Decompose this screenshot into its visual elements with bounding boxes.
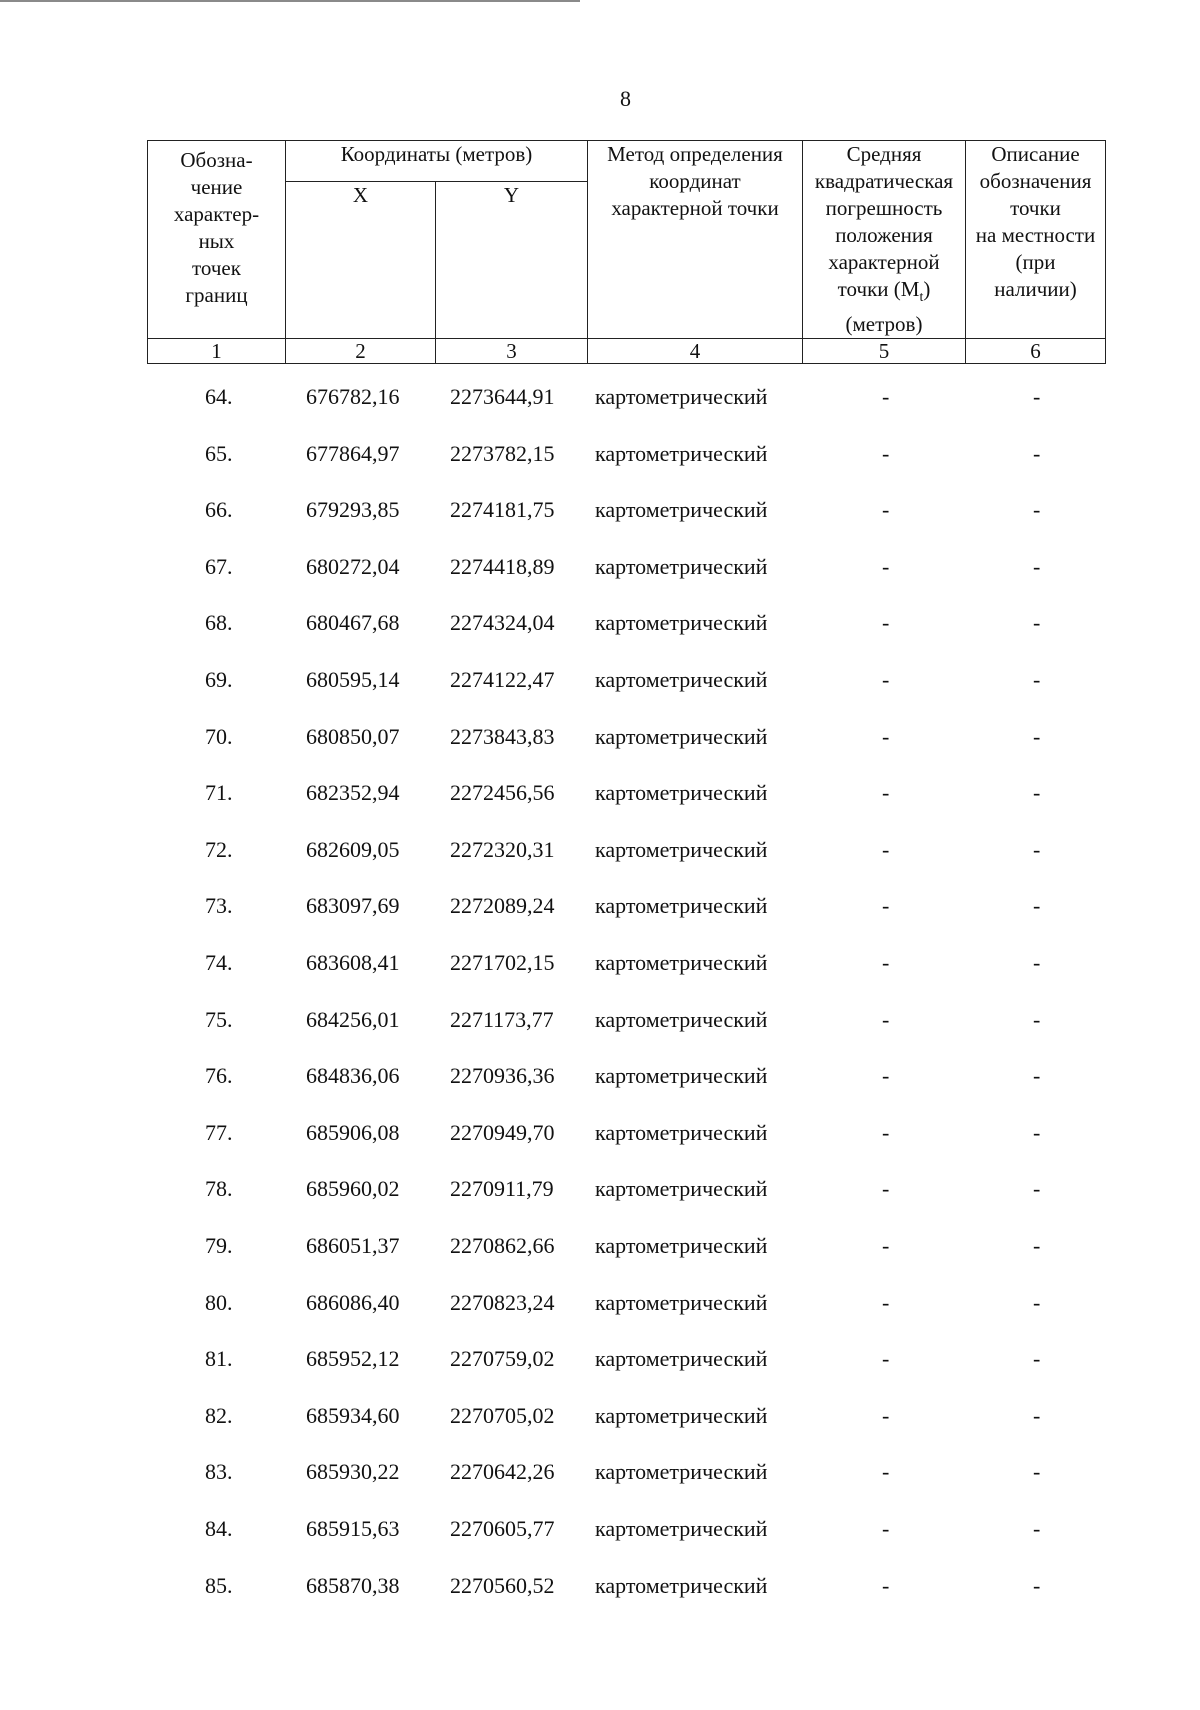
cell-description: - xyxy=(1033,723,1041,749)
cell-description: - xyxy=(1033,440,1041,466)
cell-mean-error: - xyxy=(882,384,890,409)
cell-point-id: 76. xyxy=(205,1063,233,1089)
header-description: Описание обозначения точки на местности (при наличии) xyxy=(966,141,1106,339)
cell-coord-y: 2274418,89 xyxy=(450,553,555,579)
cell-mean-error: - xyxy=(882,1006,890,1032)
page-number: 8 xyxy=(620,86,631,111)
column-number: 3 xyxy=(436,339,588,364)
cell-method: картометрический xyxy=(595,1459,768,1485)
cell-coord-y: 2273843,83 xyxy=(450,723,555,749)
cell-coord-y: 2270605,77 xyxy=(450,1516,555,1541)
cell-coord-x: 677864,97 xyxy=(306,440,400,466)
cell-description: - xyxy=(1033,1233,1041,1258)
cell-coord-y: 2270759,02 xyxy=(450,1346,555,1372)
header-mean-error-tail: ) (метров) xyxy=(845,277,931,337)
cell-description: - xyxy=(1033,667,1041,692)
cell-point-id: 83. xyxy=(205,1459,233,1485)
cell-point-id: 68. xyxy=(205,610,233,636)
cell-mean-error: - xyxy=(882,1459,890,1485)
table-row xyxy=(0,724,1200,764)
table-row xyxy=(0,1063,1200,1103)
header-mean-error-main: Средняя квадратическая погрешность положения характерной точки (M xyxy=(814,142,954,301)
cell-point-id: 67. xyxy=(205,553,233,579)
table-row xyxy=(0,384,1200,424)
cell-mean-error: - xyxy=(882,1346,890,1372)
cell-method: картометрический xyxy=(595,1006,768,1032)
column-number: 4 xyxy=(588,339,803,364)
cell-method: картометрический xyxy=(595,780,768,806)
cell-coord-x: 684256,01 xyxy=(306,1006,400,1032)
cell-point-id: 80. xyxy=(205,1289,233,1315)
cell-point-id: 81. xyxy=(205,1346,233,1372)
cell-point-id: 77. xyxy=(205,1119,233,1145)
cell-description: - xyxy=(1033,1459,1041,1485)
cell-coord-y: 2272320,31 xyxy=(450,836,555,862)
cell-method: картометрический xyxy=(595,836,768,862)
cell-method: картометрический xyxy=(595,1063,768,1089)
cell-mean-error: - xyxy=(882,950,890,975)
cell-mean-error: - xyxy=(882,1176,890,1202)
cell-coord-x: 686086,40 xyxy=(306,1289,400,1315)
cell-description: - xyxy=(1033,497,1041,523)
cell-coord-x: 680850,07 xyxy=(306,723,400,749)
cell-method: картометрический xyxy=(595,667,768,692)
cell-point-id: 64. xyxy=(205,384,233,409)
table-row xyxy=(0,1403,1200,1443)
cell-method: картометрический xyxy=(595,1233,768,1258)
cell-mean-error: - xyxy=(882,1572,890,1598)
cell-mean-error: - xyxy=(882,1119,890,1145)
table-row xyxy=(0,610,1200,650)
cell-coord-x: 685952,12 xyxy=(306,1346,400,1372)
cell-mean-error: - xyxy=(882,893,890,919)
cell-point-id: 74. xyxy=(205,950,233,975)
cell-coord-x: 685934,60 xyxy=(306,1402,400,1428)
cell-method: картометрический xyxy=(595,384,768,409)
table-row xyxy=(0,1290,1200,1330)
cell-mean-error: - xyxy=(882,667,890,692)
cell-coord-y: 2270705,02 xyxy=(450,1402,555,1428)
cell-coord-y: 2270949,70 xyxy=(450,1119,555,1145)
cell-method: картометрический xyxy=(595,497,768,523)
cell-description: - xyxy=(1033,950,1041,975)
column-number: 1 xyxy=(148,339,286,364)
cell-mean-error: - xyxy=(882,723,890,749)
cell-coord-y: 2270560,52 xyxy=(450,1572,555,1598)
cell-description: - xyxy=(1033,1289,1041,1315)
header-x: X xyxy=(286,182,436,339)
cell-description: - xyxy=(1033,1516,1041,1541)
cell-coord-x: 682352,94 xyxy=(306,780,400,806)
cell-point-id: 71. xyxy=(205,780,233,806)
header-y: Y xyxy=(436,182,588,339)
cell-description: - xyxy=(1033,610,1041,636)
cell-point-id: 72. xyxy=(205,836,233,862)
table-row xyxy=(0,1346,1200,1386)
cell-method: картометрический xyxy=(595,440,768,466)
cell-mean-error: - xyxy=(882,1516,890,1541)
cell-coord-x: 676782,16 xyxy=(306,384,400,409)
cell-coord-x: 680467,68 xyxy=(306,610,400,636)
cell-coord-x: 680272,04 xyxy=(306,553,400,579)
table-row xyxy=(0,1007,1200,1047)
cell-method: картометрический xyxy=(595,1346,768,1372)
cell-coord-y: 2274122,47 xyxy=(450,667,555,692)
cell-point-id: 65. xyxy=(205,440,233,466)
cell-point-id: 70. xyxy=(205,723,233,749)
cell-method: картометрический xyxy=(595,950,768,975)
cell-method: картометрический xyxy=(595,1572,768,1598)
cell-coord-x: 680595,14 xyxy=(306,667,400,692)
cell-mean-error: - xyxy=(882,1289,890,1315)
header-coordinates: Координаты (метров) xyxy=(286,141,588,182)
cell-method: картометрический xyxy=(595,1402,768,1428)
header-table xyxy=(147,140,1106,364)
cell-description: - xyxy=(1033,893,1041,919)
cell-coord-y: 2270936,36 xyxy=(450,1063,555,1089)
header-mean-error xyxy=(803,141,966,339)
cell-coord-y: 2270862,66 xyxy=(450,1233,555,1258)
table-row xyxy=(0,1233,1200,1273)
cell-method: картометрический xyxy=(595,553,768,579)
cell-description: - xyxy=(1033,1119,1041,1145)
cell-method: картометрический xyxy=(595,610,768,636)
cell-point-id: 84. xyxy=(205,1516,233,1541)
cell-method: картометрический xyxy=(595,893,768,919)
cell-method: картометрический xyxy=(595,723,768,749)
cell-mean-error: - xyxy=(882,440,890,466)
cell-coord-x: 685930,22 xyxy=(306,1459,400,1485)
cell-description: - xyxy=(1033,1402,1041,1428)
cell-coord-x: 686051,37 xyxy=(306,1233,400,1258)
cell-point-id: 79. xyxy=(205,1233,233,1258)
cell-mean-error: - xyxy=(882,1402,890,1428)
cell-coord-y: 2274181,75 xyxy=(450,497,555,523)
cell-description: - xyxy=(1033,384,1041,409)
cell-mean-error: - xyxy=(882,497,890,523)
cell-coord-x: 685870,38 xyxy=(306,1572,400,1598)
table-row xyxy=(0,780,1200,820)
cell-point-id: 82. xyxy=(205,1402,233,1428)
table-row xyxy=(0,554,1200,594)
cell-description: - xyxy=(1033,1063,1041,1089)
cell-mean-error: - xyxy=(882,836,890,862)
cell-point-id: 75. xyxy=(205,1006,233,1032)
cell-coord-x: 683097,69 xyxy=(306,893,400,919)
scan-edge-line xyxy=(0,0,580,2)
table-row xyxy=(0,1176,1200,1216)
cell-coord-y: 2270642,26 xyxy=(450,1459,555,1485)
cell-description: - xyxy=(1033,1572,1041,1598)
table-row xyxy=(0,497,1200,537)
cell-method: картометрический xyxy=(595,1516,768,1541)
cell-coord-y: 2270823,24 xyxy=(450,1289,555,1315)
cell-description: - xyxy=(1033,1006,1041,1032)
cell-coord-x: 685960,02 xyxy=(306,1176,400,1202)
cell-coord-y: 2273782,15 xyxy=(450,440,555,466)
table-row xyxy=(0,1459,1200,1499)
table-row xyxy=(0,950,1200,990)
cell-description: - xyxy=(1033,836,1041,862)
cell-coord-y: 2271173,77 xyxy=(450,1006,554,1032)
cell-coord-y: 2270911,79 xyxy=(450,1176,554,1202)
table-row xyxy=(0,1573,1200,1613)
cell-coord-x: 683608,41 xyxy=(306,950,400,975)
cell-description: - xyxy=(1033,1176,1041,1202)
cell-mean-error: - xyxy=(882,610,890,636)
cell-mean-error: - xyxy=(882,780,890,806)
cell-method: картометрический xyxy=(595,1176,768,1202)
cell-point-id: 73. xyxy=(205,893,233,919)
table-row xyxy=(0,1516,1200,1556)
table-row xyxy=(0,1120,1200,1160)
cell-description: - xyxy=(1033,780,1041,806)
cell-method: картометрический xyxy=(595,1289,768,1315)
table-row xyxy=(0,441,1200,481)
cell-description: - xyxy=(1033,1346,1041,1372)
cell-description: - xyxy=(1033,553,1041,579)
cell-point-id: 69. xyxy=(205,667,233,692)
column-number: 2 xyxy=(286,339,436,364)
column-number: 6 xyxy=(966,339,1106,364)
cell-coord-y: 2274324,04 xyxy=(450,610,555,636)
cell-coord-x: 685906,08 xyxy=(306,1119,400,1145)
table-row xyxy=(0,837,1200,877)
table-row xyxy=(0,667,1200,707)
cell-point-id: 66. xyxy=(205,497,233,523)
cell-coord-y: 2271702,15 xyxy=(450,950,555,975)
header-mean-error-sub: t xyxy=(919,290,924,306)
cell-coord-x: 684836,06 xyxy=(306,1063,400,1089)
cell-coord-y: 2272089,24 xyxy=(450,893,555,919)
cell-mean-error: - xyxy=(882,1233,890,1258)
column-number: 5 xyxy=(803,339,966,364)
header-point-designation: Обозна- чение характер- ных точек границ xyxy=(148,141,286,339)
cell-coord-x: 679293,85 xyxy=(306,497,400,523)
header-method: Метод определения координат характерной точки xyxy=(588,141,803,339)
cell-mean-error: - xyxy=(882,553,890,579)
cell-method: картометрический xyxy=(595,1119,768,1145)
cell-point-id: 85. xyxy=(205,1572,233,1598)
cell-coord-y: 2272456,56 xyxy=(450,780,555,806)
cell-coord-x: 685915,63 xyxy=(306,1516,400,1541)
cell-coord-x: 682609,05 xyxy=(306,836,400,862)
cell-mean-error: - xyxy=(882,1063,890,1089)
table-row xyxy=(0,893,1200,933)
cell-coord-y: 2273644,91 xyxy=(450,384,555,409)
cell-point-id: 78. xyxy=(205,1176,233,1202)
